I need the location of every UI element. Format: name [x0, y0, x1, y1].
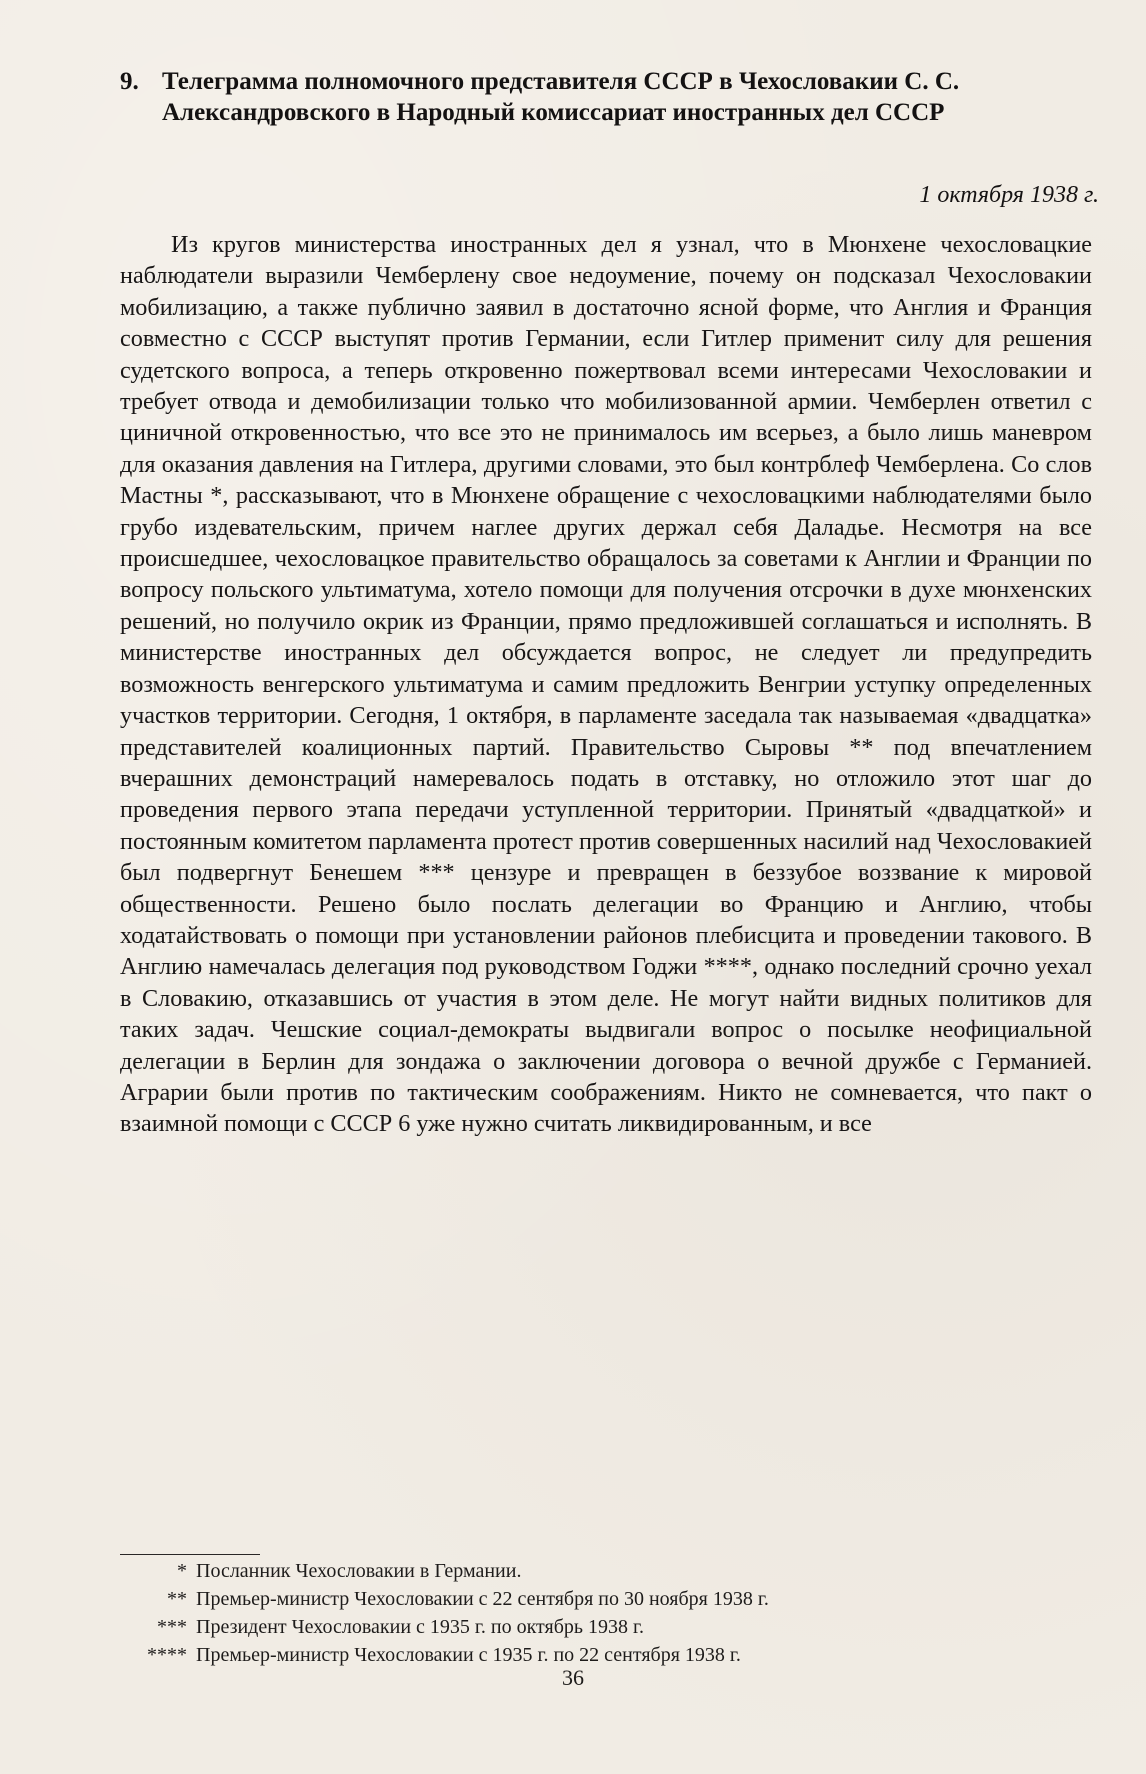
footnote-divider — [120, 1554, 260, 1555]
footnote-1 — [120, 1557, 1100, 1585]
footnotes — [120, 1557, 1100, 1669]
document-title: Телеграмма полномочного представителя СССР в Чехословакии С. С. Александровского в Народный комиссариат иностранных дел СССР — [162, 68, 960, 126]
footnote-2 — [120, 1585, 1100, 1613]
document-date: 1 октября 1938 г. — [919, 182, 1099, 208]
footnote-text: Премьер-министр Чехословакии с 1935 г. по 22 сентября 1938 г. — [196, 1644, 741, 1666]
footnote-mark: * — [177, 1560, 187, 1582]
document-heading — [120, 66, 1092, 128]
document-number: 9. — [120, 68, 139, 95]
telegram-body: Из кругов министерства иностранных дел я узнал, что в Мюнхене чехословацкие наблюдатели выразили Чемберлену свое недоумение, почему он подсказал Чехословакии мобилизацию, а также публично заявил в достаточно ясной форме, что Англия и Франция совместно с СССР выступят против Германии, если Гитлер применит силу для решения судетского вопроса, а теперь откровенно пожертвовал всеми интересами Чехословакии и требует отвода и демобилизации только что мобилизованной армии. Чемберлен ответил с циничной откровенностью, что все это не принималось им всерьез, а было лишь маневром для оказания давления на Гитлера, другими словами, это был контрблеф Чемберлена. Со слов Мастны *, рассказывают, что в Мюнхене обращение с чехословацкими наблюдателями было грубо издевательским, причем наглее других держал себя Даладье. Несмотря на все происшедшее, чехословацкое правительство обращалось за советами к Англии и Франции по вопросу польского ультиматума, хотело помощи для получения отсрочки в духе мюнхенских решений, но получило окрик из Франции, прямо предложившей соглашаться и исполнять. В министерстве иностранных дел обсуждается вопрос, не следует ли предупредить возможность венгерского ультиматума и самим предложить Венгрии уступку определенных участков территории. Сегодня, 1 октября, в парламенте заседала так называемая «двадцатка» представителей коалиционных партий. Правительство Сыровы ** под впечатлением вчерашних демонстраций намеревалось подать в отставку, но отложило этот шаг до проведения первого этапа передачи уступленной территории. Принятый «двадцаткой» и постоянным комитетом парламента протест против совершенных насилий над Чехословакией был подвергнут Бенешем *** цензуре и превращен в беззубое воззвание к мировой общественности. Решено было послать делегации во Францию и Англию, чтобы ходатайствовать о помощи при установлении районов плебисцита и проведении такового. В Англию намечалась делегация под руководством Годжи ****, однако последний срочно уехал в Словакию, отказавшись от участия в этом деле. Не могут найти видных политиков для таких задач. Чешские социал-демократы выдвигали вопрос о посылке неофициальной делегации в Берлин для зондажа о заключении договора о вечной дружбе с Германией. Аграрии были против по тактическим соображениям. Никто не сомневается, что пакт о взаимной помощи с СССР 6 уже нужно считать ликвидированным, и все — [120, 231, 1092, 1138]
footnote-text: Посланник Чехословакии в Германии. — [196, 1560, 522, 1582]
footnote-mark: ** — [167, 1588, 187, 1610]
footnote-text: Премьер-министр Чехословакии с 22 сентября по 30 ноября 1938 г. — [196, 1588, 769, 1610]
page-number: 36 — [562, 1665, 584, 1690]
footnote-text: Президент Чехословакии с 1935 г. по октябрь 1938 г. — [196, 1616, 644, 1638]
footnote-mark: *** — [157, 1616, 187, 1638]
footnote-3 — [120, 1613, 1100, 1641]
footnote-mark: **** — [147, 1644, 187, 1666]
